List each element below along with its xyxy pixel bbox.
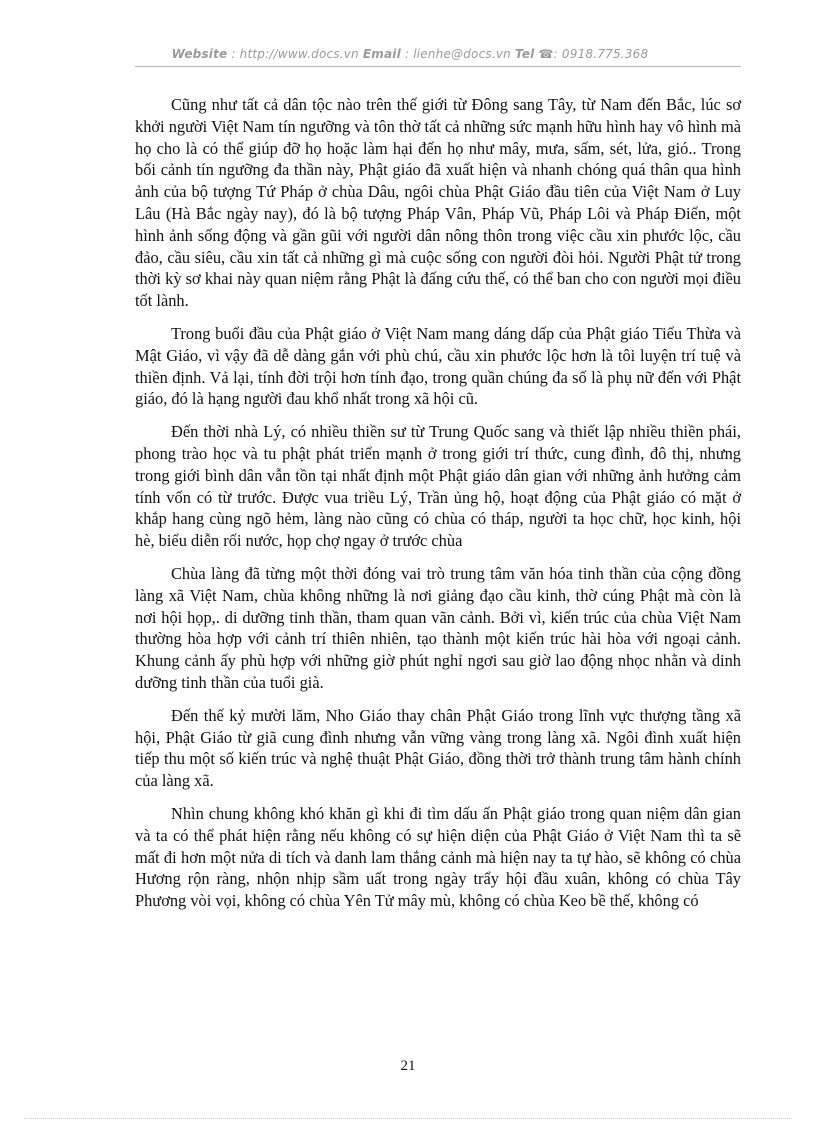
tel-label: Tel (515, 47, 535, 61)
website-url: : http://www.docs.vn (231, 47, 359, 61)
paragraph: Đến thời nhà Lý, có nhiều thiền sư từ Trung Quốc sang và thiết lập nhiều thiền phái, phong trào học và tu phật phát triển mạnh ở trong giới trí thức, cung đình, đô thị, nhưng trong giới bình dân vẫn tồn tại nhất định một Phật giáo dân gian với những ảnh hưởng cảm tính vốn có từ trước. Được vua triều Lý, Trần ủng hộ, hoạt động của Phật giáo có mặt ở khắp hang cùng ngõ hẻm, làng nào cũng có chùa có tháp, người ta học chữ, học kinh, hội hè, biểu diễn rối nước, họp chợ ngay ở trước chùa (135, 422, 741, 551)
paragraph: Cũng như tất cả dân tộc nào trên thế giới từ Đông sang Tây, từ Nam đến Bắc, lúc sơ khởi người Việt Nam tín ngưỡng và tôn thờ tất cả những sức mạnh hữu hình hay vô hình mà họ cho là có thể giúp đỡ họ hoặc làm hại đến họ như mây, mưa, sấm, sét, lửa, gió.. Trong bối cảnh tín ngưỡng đa thần này, Phật giáo đã xuất hiện và nhanh chóng quá thân qua hình ảnh của bộ tượng Tứ Pháp ở chùa Dâu, ngôi chùa Phật Giáo đầu tiên của Việt Nam ở Luy Lâu (Hà Bắc ngày nay), đó là bộ tượng Pháp Vân, Pháp Vũ, Pháp Lôi và Pháp Điển, một hình ảnh sống động và gần gũi với người dân nông thôn trong việc cầu xin phước lộc, cầu đảo, cầu siêu, cầu xin tất cả những gì mà cuộc sống con người đòi hỏi. Người Phật tử trong thời kỳ sơ khai này quan niệm rằng Phật là đấng cứu thế, có thể ban cho con người mọi điều tốt lành. (135, 95, 741, 311)
paragraph: Nhìn chung không khó khăn gì khi đi tìm dấu ấn Phật giáo trong quan niệm dân gian và ta có thể phát hiện rằng nếu không có sự hiện diện của Phật Giáo ở Việt Nam thì ta sẽ mất đi hơn một nửa di tích và danh lam thắng cảnh mà hiện nay ta tự hào, sẽ không có chùa Hương rộn ràng, nhộn nhịp sầm uất trong ngày trẩy hội đầu xuân, không có chùa Tây Phương vòi vọi, không có chùa Yên Tử mây mù, không có chùa Keo bề thế, không có (135, 803, 741, 911)
email-label: Email (362, 47, 401, 61)
paragraph: Đến thế kỷ mười lăm, Nho Giáo thay chân Phật Giáo trong lĩnh vực thượng tầng xã hội, Phật Giáo từ giã cung đình nhưng vẫn vững vàng trong làng xã. Ngôi đình xuất hiện tiếp thu một số kiến trúc và nghệ thuật Phật Giáo, đồng thời trở thành trung tâm hành chính của làng xã. (135, 705, 741, 791)
website-label: Website (171, 47, 228, 61)
header-divider (135, 66, 741, 67)
phone-icon: ☎ (538, 47, 554, 61)
paragraph: Trong buổi đầu của Phật giáo ở Việt Nam mang dáng dấp của Phật giáo Tiểu Thừa và Mật Giáo, vì vậy đã dễ dàng gắn với phù chú, cầu xin phước lộc hơn là tôi luyện trí tuệ và thiền định. Vả lại, tính đời trội hơn tính đạo, trong quần chúng đa số là phụ nữ đến với Phật giáo, đó là hạng người đau khổ nhất trong xã hội cũ. (135, 323, 741, 409)
email-address: : lienhe@docs.vn (404, 47, 511, 61)
document-body (135, 94, 741, 923)
page-number: 21 (400, 1058, 416, 1074)
paragraph: Chùa làng đã từng một thời đóng vai trò trung tâm văn hóa tinh thần của cộng đồng làng xã Việt Nam, chùa không những là nơi giảng đạo cầu kinh, thờ cúng Phật mà còn là nơi hội họp,. di dưỡng tinh thần, tham quan vãn cảnh. Bởi vì, kiến trúc của chùa Việt Nam thường hòa hợp với cảnh trí thiên nhiên, tạo thành một kiến trúc hài hòa với ngoại cảnh. Khung cảnh ấy phù hợp với những giờ phút nghỉ ngơi sau giờ lao động nhọc nhằn và dinh dưỡng tinh thần của tuổi già. (135, 563, 741, 692)
page-bottom-border (24, 1118, 792, 1119)
tel-number: : 0918.775.368 (553, 47, 649, 61)
page-header (130, 47, 690, 61)
